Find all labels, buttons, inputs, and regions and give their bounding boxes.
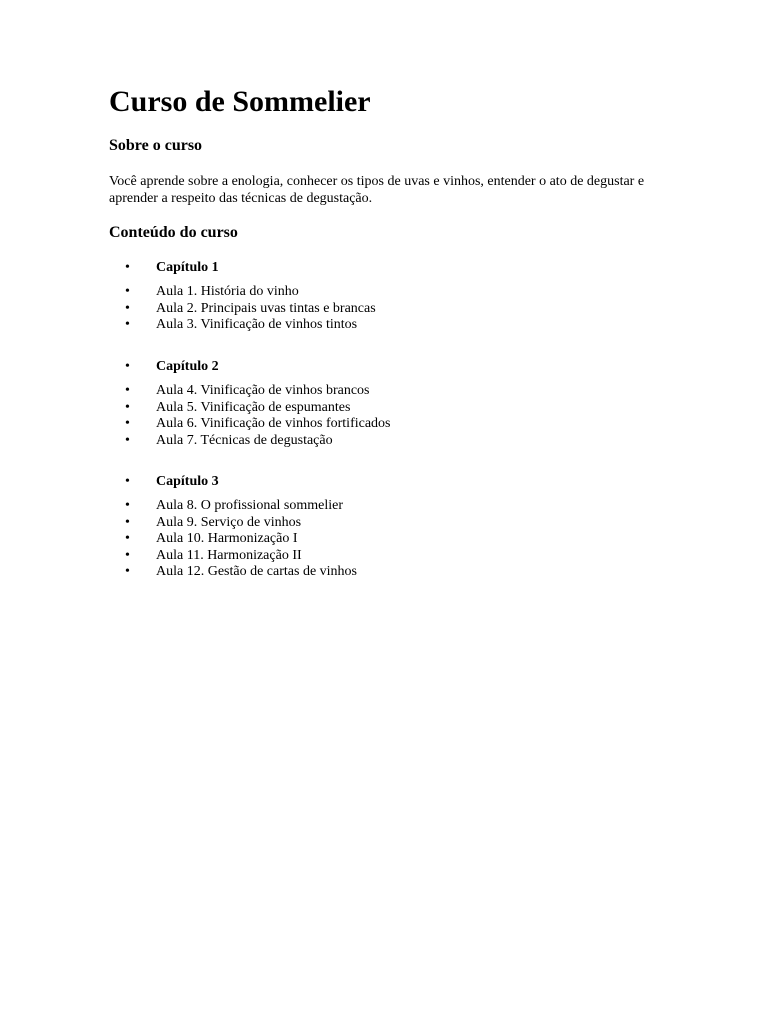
- bullet: •: [125, 547, 130, 563]
- bullet: •: [125, 383, 130, 398]
- bullet: •: [125, 317, 130, 332]
- lesson-list: [109, 383, 669, 449]
- chapter-1: [109, 258, 669, 334]
- lesson-list: [109, 498, 669, 581]
- list-item: [109, 284, 669, 301]
- bullet: •: [125, 498, 130, 513]
- lesson-label: Aula 5. Vinificação de espumantes: [156, 399, 351, 415]
- list-item: [109, 301, 669, 318]
- chapter-1-title: [109, 258, 669, 278]
- page-title: Curso de Sommelier: [109, 85, 371, 118]
- lesson-label: Aula 4. Vinificação de vinhos brancos: [156, 383, 370, 398]
- bullet: •: [125, 564, 130, 579]
- lesson-label: Aula 1. História do vinho: [156, 284, 299, 299]
- list-item: [109, 317, 669, 334]
- bullet: •: [125, 359, 130, 374]
- lesson-label: Aula 2. Principais uvas tintas e brancas: [156, 300, 376, 316]
- list-item: [109, 564, 669, 581]
- bullet: •: [125, 284, 130, 299]
- content-heading: Conteúdo do curso: [109, 224, 238, 241]
- list-item: [109, 498, 669, 515]
- lesson-label: Aula 3. Vinificação de vinhos tintos: [156, 317, 358, 332]
- list-item: [109, 383, 669, 400]
- bullet: •: [125, 432, 130, 448]
- list-item: [109, 531, 669, 548]
- bullet: •: [125, 300, 130, 316]
- bullet: •: [125, 260, 130, 275]
- chapter-label: Capítulo 1: [156, 260, 219, 275]
- bullet: •: [125, 531, 130, 546]
- lesson-list: [109, 284, 669, 334]
- lesson-label: Aula 8. O profissional sommelier: [156, 498, 344, 513]
- bullet: •: [125, 514, 130, 530]
- chapter-3: [109, 472, 669, 581]
- chapter-2-title: [109, 357, 669, 377]
- lesson-label: Aula 6. Vinificação de vinhos fortificados: [156, 416, 391, 431]
- chapter-2: [109, 357, 669, 449]
- lesson-label: Aula 7. Técnicas de degustação: [156, 432, 333, 448]
- list-item: [109, 433, 669, 450]
- list-item: [109, 515, 669, 532]
- bullet: •: [125, 416, 130, 431]
- list-item: [109, 548, 669, 565]
- about-paragraph: Você aprende sobre a enologia, conhecer os tipos de uvas e vinhos, entender o ato de degustar e aprender a respeito das técnicas de degustação.: [109, 174, 645, 206]
- lesson-label: Aula 11. Harmonização II: [156, 547, 302, 563]
- chapter-label: Capítulo 3: [156, 474, 219, 489]
- chapter-3-title: [109, 472, 669, 492]
- lesson-label: Aula 9. Serviço de vinhos: [156, 514, 302, 530]
- bullet: •: [125, 474, 130, 489]
- chapter-label: Capítulo 2: [156, 359, 219, 374]
- bullet: •: [125, 399, 130, 415]
- lesson-label: Aula 12. Gestão de cartas de vinhos: [156, 564, 357, 579]
- lesson-label: Aula 10. Harmonização I: [156, 531, 298, 546]
- list-item: [109, 416, 669, 433]
- about-heading: Sobre o curso: [109, 137, 203, 154]
- list-item: [109, 400, 669, 417]
